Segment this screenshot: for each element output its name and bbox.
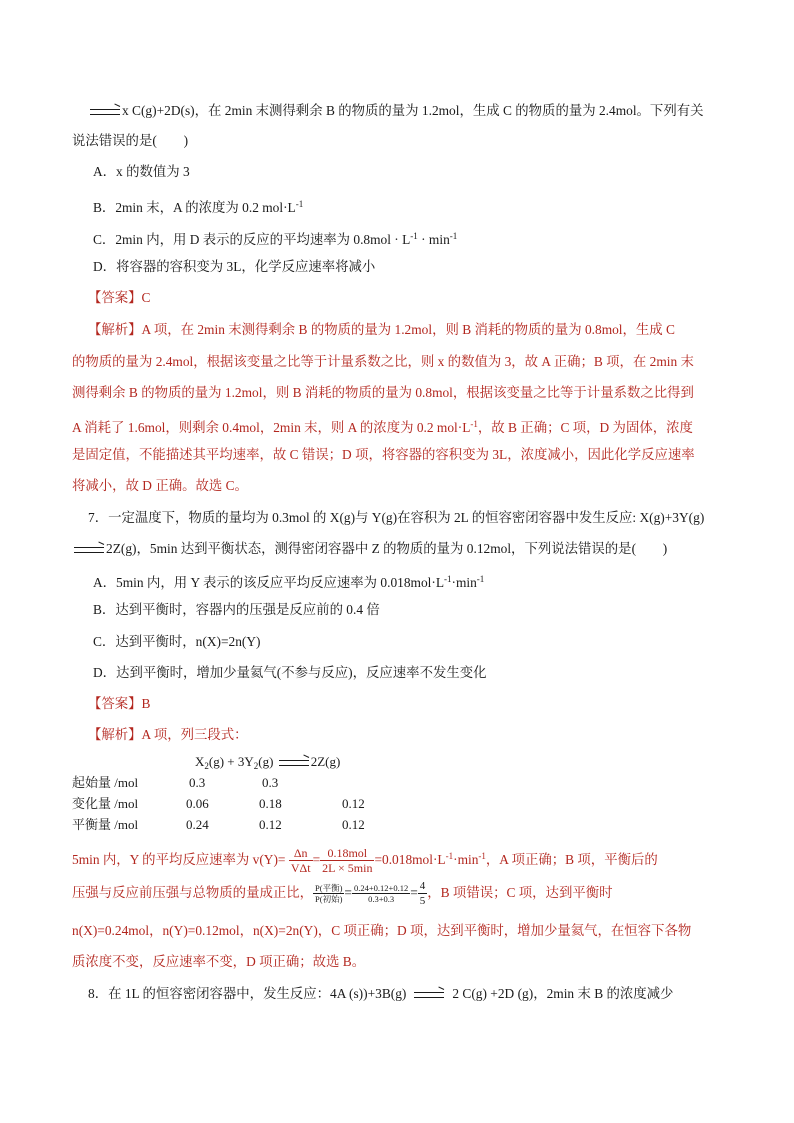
table-cell: 0.18 <box>259 796 282 811</box>
q8-stem-post: 2 C(g) +2D (g)，2min 末 B 的浓度减少 <box>452 986 674 1001</box>
three-stage-table <box>72 752 392 838</box>
pressure-values <box>352 883 410 904</box>
q6-analysis-6: 将减小，故 D 正确。故选 C。 <box>72 478 248 493</box>
q7-tail-2: 质浓度不变，反应速率不变，D 项正确；故选 B。 <box>72 954 366 969</box>
q6-analysis-3: 测得剩余 B 的物质的量为 1.2mol，则 B 消耗的物质的量为 0.8mol，根据该变量之比等于计量系数之比得到 <box>72 385 694 400</box>
header-z: 2Z(g) <box>310 754 341 769</box>
pressure-result <box>418 879 428 908</box>
table-row-label: 平衡量 /mol <box>72 817 139 832</box>
header-y: (g) + 3Y <box>208 754 254 769</box>
q6-option-c: C．2min 内，用 D 表示的反应的平均速率为 $0.8mol \cdot L^{-1} \cdot \min^{-1}$ <box>93 231 458 247</box>
table-cell: 0.12 <box>259 817 282 832</box>
q8-stem-pre: 8．在 1L 的恒容密闭容器中，发生反应：4A (s))+3B(g) <box>88 986 407 1001</box>
frac-num: 0.18mol <box>320 846 374 861</box>
q7-stem-line1: 7．一定温度下，物质的量均为 0.3mol 的 X(g)与 Y(g)在容积为 2L 的恒容密闭容器中发生反应: X(g)+3Y(g) <box>88 510 705 525</box>
pressure-post: ，B 项错误；C 项，达到平衡时 <box>427 885 613 900</box>
q6-option-a: A．x 的数值为 3 <box>93 164 190 179</box>
q6-analysis-4a: A 消耗了 1.6mol，则剩余 0.4mol，2min 末，则 A 的浓度为 0.2 mol·L <box>72 420 471 435</box>
frac-den: 0.3+0.3 <box>368 894 395 905</box>
frac-num: 4 <box>419 880 426 893</box>
q6-option-c-text: C．2min 内，用 D 表示的反应的平均速率为 0.8mol · L <box>93 232 411 247</box>
q6-answer: 【答案】C <box>88 290 151 305</box>
frac-den: VΔt <box>290 861 311 876</box>
q7-tail-1: n(X)=0.24mol，n(Y)=0.12mol，n(X)=2n(Y)，C 项正确；D 项，达到平衡时，增加少量氦气，在恒容下各物 <box>72 923 692 938</box>
rate-tail: ，A 项正确；B 项，平衡后的 <box>485 852 658 867</box>
equilibrium-arrow-icon <box>279 760 309 766</box>
q6-analysis-4: A 消耗了 1.6mol，则剩余 0.4mol，2min 末，则 A 的浓度为 0.2 $mol\cdot L^{-1}$，故 B 正确；C 项，D 为固体，浓度 <box>72 419 693 435</box>
frac-den: 2L × 5min <box>322 861 373 876</box>
pressure-ratio <box>313 883 344 904</box>
frac-num: Δn <box>289 846 313 861</box>
q7-option-a-text: A．5min 内，用 Y 表示的该反应平均反应速率为 0.018mol·L <box>93 575 444 590</box>
q6-stem-text: x C(g)+2D(s)，在 2min 末测得剩余 B 的物质的量为 1.2mol，生成 C 的物质的量为 2.4mol。下列有关 <box>122 103 704 118</box>
q7-stem-line2 <box>72 540 667 558</box>
frac-den: 5 <box>419 895 426 908</box>
q7-analysis-head: 【解析】A 项，列三段式： <box>88 727 248 742</box>
header-g: (g) <box>258 754 274 769</box>
table-cell: 0.12 <box>342 796 365 811</box>
header-x: X <box>195 754 205 769</box>
equilibrium-arrow-icon <box>74 547 104 553</box>
q6-analysis-4b: ，故 B 正确；C 项，D 为固体，浓度 <box>477 420 693 435</box>
equilibrium-arrow-icon <box>414 992 444 998</box>
equilibrium-arrow-icon <box>90 109 120 115</box>
q7-option-d: D．达到平衡时，增加少量氦气(不参与反应)，反应速率不发生变化 <box>93 665 487 680</box>
q6-analysis-1: 【解析】A 项，在 2min 末测得剩余 B 的物质的量为 1.2mol，则 B 消耗的物质的量为 0.8mol，生成 C <box>88 322 675 337</box>
table-cell: 0.3 <box>189 775 206 790</box>
q7-rate-line: 5min 内，Y 的平均反应速率为 v(Y)= $\frac{\Delta n}{\text{VΔt}}$ = $\frac{\text{0.18mol}}{2L \times 5\min}$ $=0.018mol\cdot L^{-1}\cdot\min^{-1}$，A 项正确；B 项，平衡后的 <box>72 846 658 876</box>
frac-den: P(初始) <box>315 894 343 905</box>
q6-option-b: B．2min 末，A 的浓度为 0.2 $mol\cdot L^{-1}$ <box>93 199 304 215</box>
q7-answer: 【答案】B <box>88 696 151 711</box>
frac-num: 0.24+0.12+0.12 <box>353 883 409 894</box>
pressure-text: 压强与反应前压强与总物质的量成正比， <box>72 885 314 900</box>
rate-value: =0.018mol·L <box>374 852 446 867</box>
table-row-label: 变化量 /mol <box>72 796 139 811</box>
q7-option-c: C．达到平衡时，n(X)=2n(Y) <box>93 634 261 649</box>
q7-pressure-line: 压强与反应前压强与总物质的量成正比， $\frac{\text{P(平衡)}}{\text{P(初始)}}$ = $\frac{0.24+0.12+0.12}{0.3+0.3}$ = $\frac{4}{5}$ ，B 项错误；C 项，达到平衡时 <box>72 880 613 908</box>
frac-num: P(平衡) <box>315 883 343 894</box>
table-cell: 0.12 <box>342 817 365 832</box>
q7-option-a: A．5min 内，用 Y 表示的该反应平均反应速率为 $0.018mol\cdot L^{-1}\cdot\min^{-1}$ <box>93 574 485 590</box>
q7-option-b: B．达到平衡时，容器内的压强是反应前的 0.4 倍 <box>93 602 380 617</box>
rate-fraction-2 <box>320 846 374 875</box>
q6-option-b-text: B．2min 末，A 的浓度为 0.2 mol·L <box>93 200 296 215</box>
q7-stem-line2-text: 2Z(g)，5min 达到平衡状态，测得密闭容器中 Z 的物质的量为 0.12mol，下列说法错误的是( ) <box>106 541 668 556</box>
q6-stem-line1 <box>88 102 704 120</box>
q6-analysis-5: 是固定值，不能描述其平均速率，故 C 错误；D 项，将容器的容积变为 3L，浓度减小，因此化学反应速率 <box>72 447 695 462</box>
table-cell: 0.24 <box>186 817 209 832</box>
q6-option-d: D．将容器的容积变为 3L，化学反应速率将减小 <box>93 259 376 274</box>
q6-analysis-2: 的物质的量为 2.4mol，根据该变量之比等于计量系数之比，则 x 的数值为 3，故 A 正确；B 项，在 2min 末 <box>72 354 694 369</box>
rate-fraction-1 <box>289 846 313 875</box>
table-header: $X_2(g) + 3Y_2(g)$ 2Z(g) <box>195 754 341 771</box>
q8-stem <box>88 985 673 1003</box>
table-row-label: 起始量 /mol <box>72 775 139 790</box>
table-cell: 0.3 <box>262 775 279 790</box>
table-cell: 0.06 <box>186 796 209 811</box>
rate-text: 5min 内，Y 的平均反应速率为 v(Y)= <box>72 852 286 867</box>
q6-stem-line2: 说法错误的是( ) <box>72 133 189 148</box>
